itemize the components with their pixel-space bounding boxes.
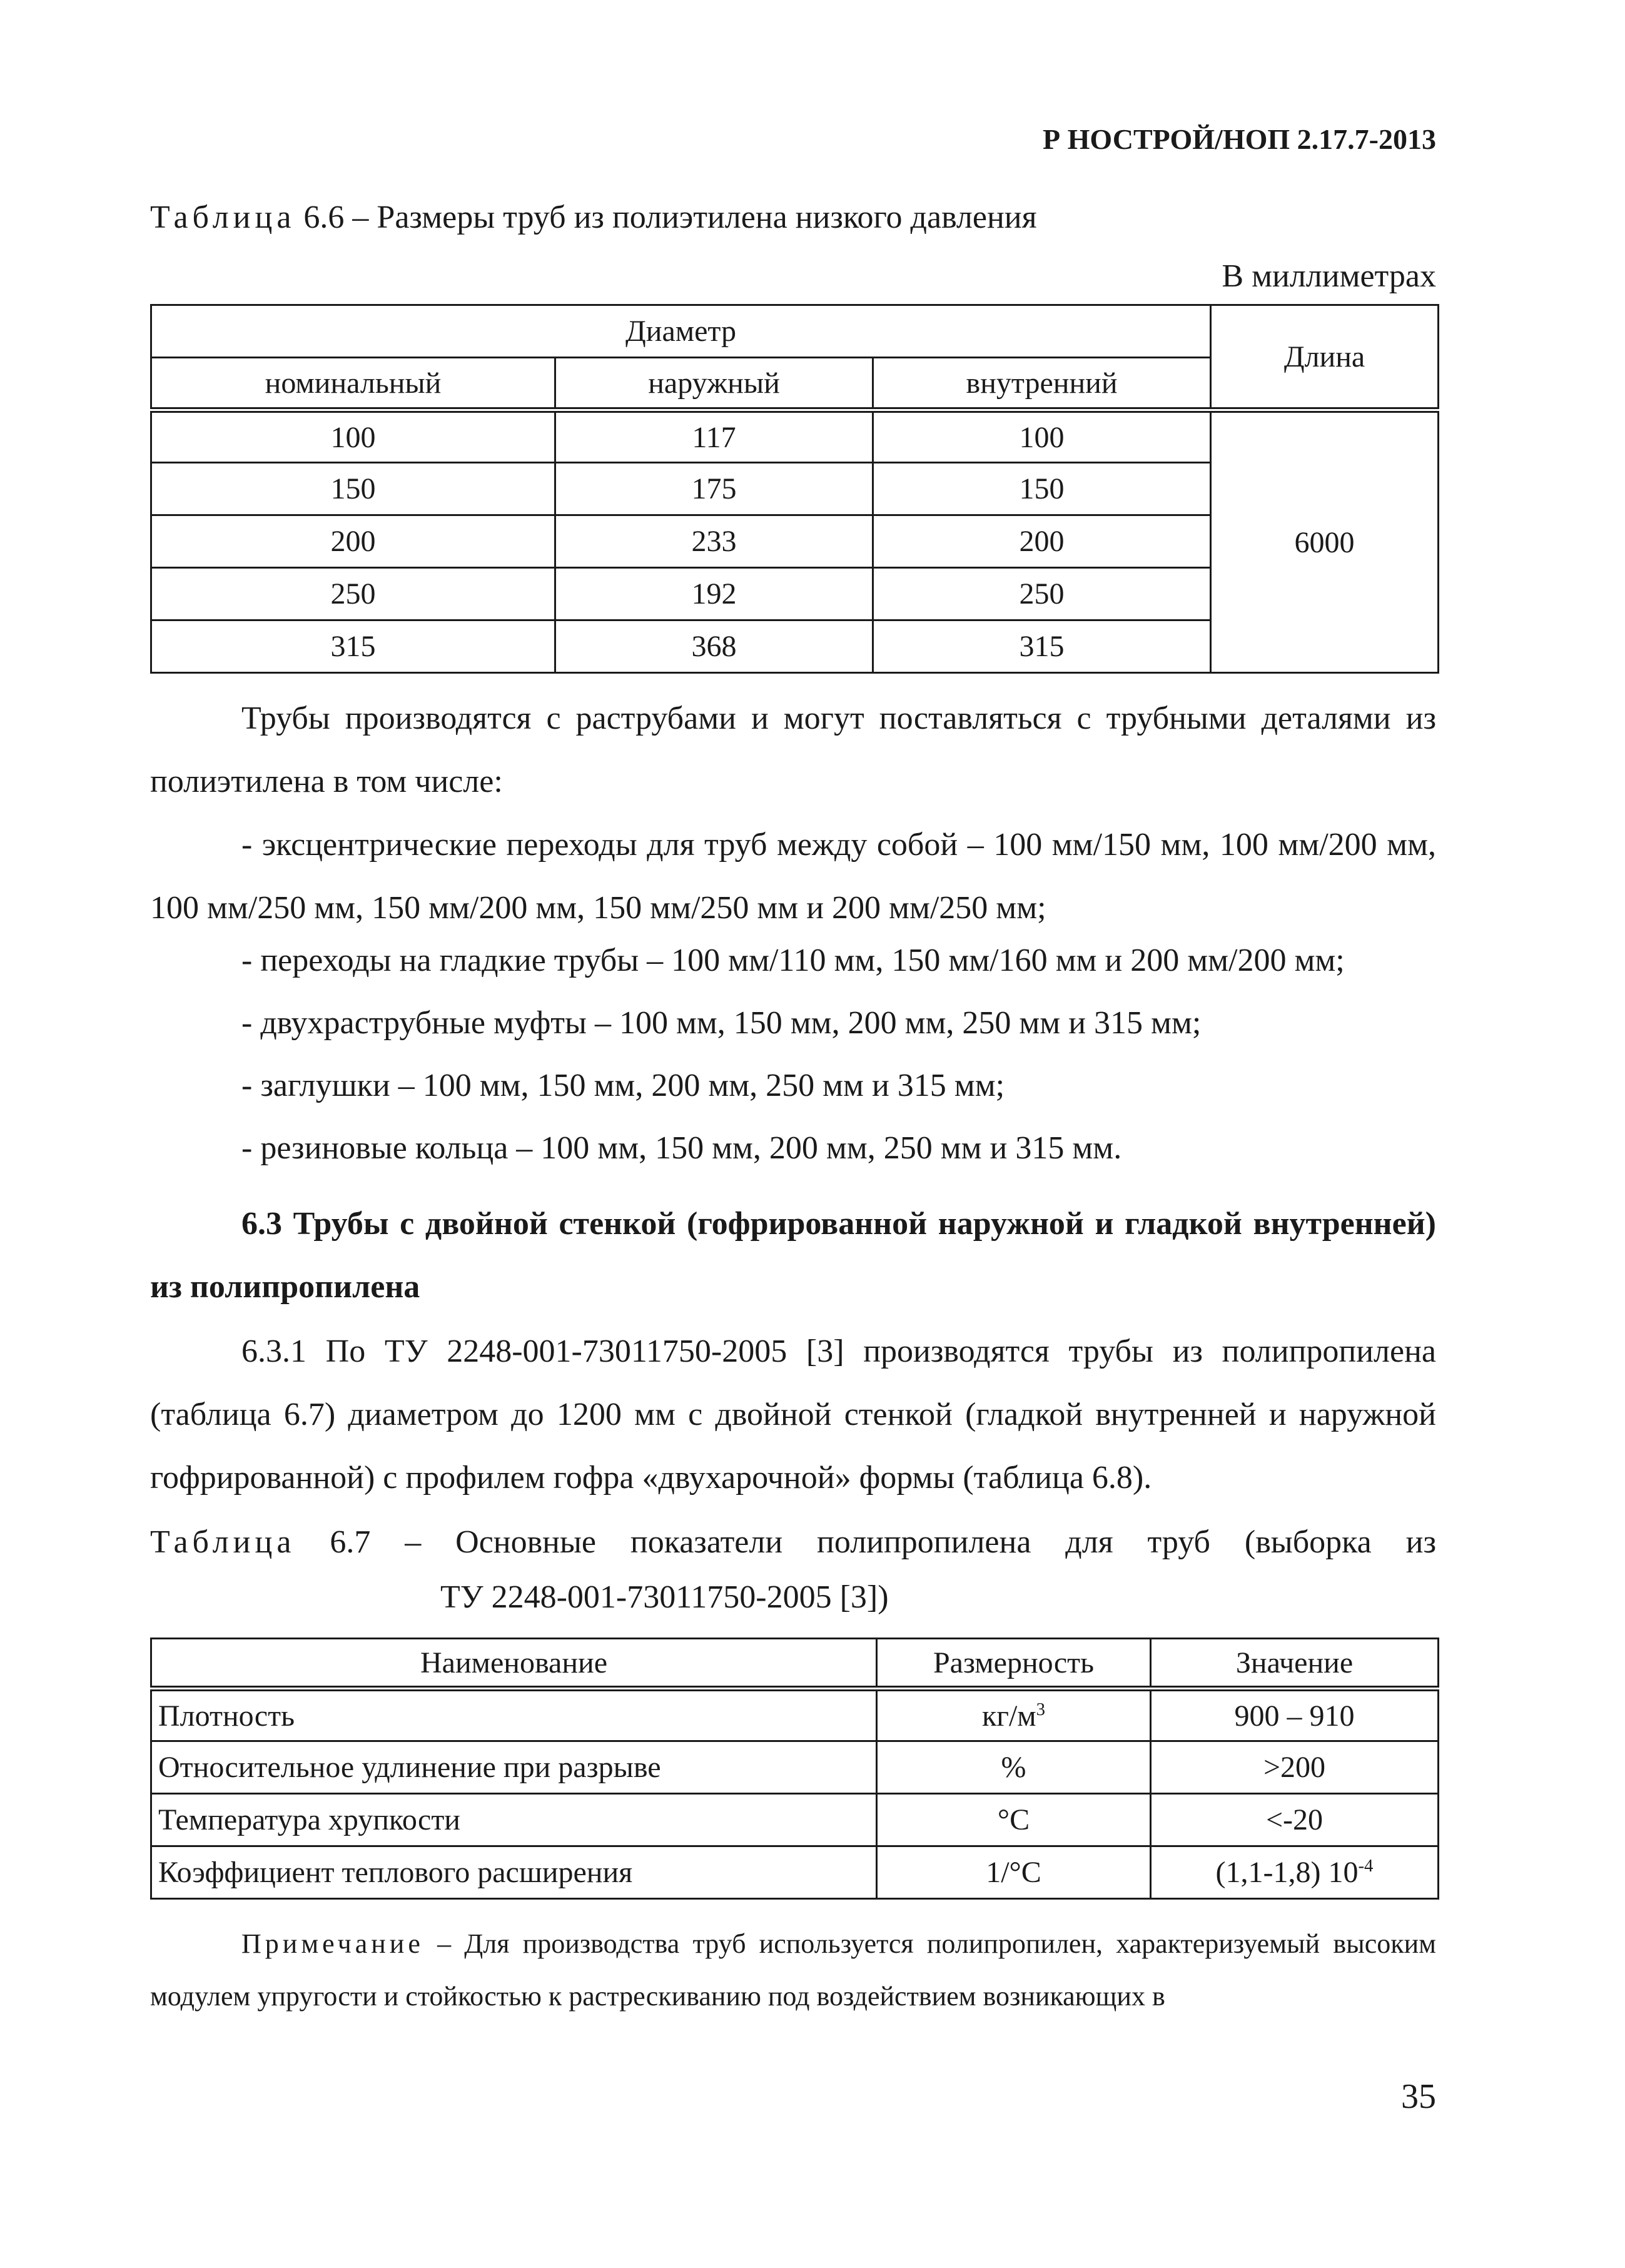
header-diameter: Диаметр: [151, 305, 1211, 358]
cell-unit: %: [877, 1741, 1151, 1794]
header-length: Длина: [1211, 305, 1439, 410]
bullet-smooth-transitions: - переходы на гладкие трубы – 100 мм/110 мм, 150 мм/160 мм и 200 мм/200 мм;: [241, 943, 1345, 978]
cell-inner: 150: [873, 463, 1211, 515]
document-code: Р НОСТРОЙ/НОП 2.17.7-2013: [1043, 123, 1436, 155]
note-text: – Для производства труб используется полипропилен, характеризуемый высоким модулем упругости и стойкостью к растрескиванию под воздействием возникающих в: [150, 1928, 1436, 2012]
caption-label: Таблица: [150, 1524, 296, 1560]
caption-text: 6.7 – Основные показатели полипропилена для труб (выборка из: [295, 1524, 1436, 1560]
cell-nominal: 315: [151, 620, 555, 673]
cell-name: Относительное удлинение при разрыве: [151, 1741, 877, 1794]
cell-inner: 315: [873, 620, 1211, 673]
table-row: [151, 410, 1439, 463]
header-unit: Размерность: [877, 1639, 1151, 1689]
bullet-eccentric-transitions: - эксцентрические переходы для труб между собой – 100 мм/150 мм, 100 мм/200 мм, 100 мм/250 мм, 150 мм/200 мм, 150 мм/250 мм и 200 мм/250 мм;: [150, 827, 1436, 926]
cell-value: >200: [1151, 1741, 1439, 1794]
cell-length: 6000: [1211, 410, 1439, 673]
header-nominal: номинальный: [151, 358, 555, 410]
table-row: [151, 1794, 1439, 1846]
cell-nominal: 100: [151, 410, 555, 463]
table-note: [150, 1918, 1436, 2023]
cell-outer: 233: [555, 515, 873, 568]
cell-nominal: 250: [151, 568, 555, 620]
table-row: [151, 1741, 1439, 1794]
header-name: Наименование: [151, 1639, 877, 1689]
polypropylene-properties-table: [150, 1638, 1439, 1900]
bullet-double-socket: - двухраструбные муфты – 100 мм, 150 мм, 200 мм, 250 мм и 315 мм;: [241, 1005, 1202, 1041]
table-6-7-caption: [150, 1524, 1436, 1561]
header-inner: внутренний: [873, 358, 1211, 410]
header-value: Значение: [1151, 1639, 1439, 1689]
pipe-sizes-table: [150, 304, 1439, 674]
bullet-rubber-rings: - резиновые кольца – 100 мм, 150 мм, 200 мм, 250 мм и 315 мм.: [241, 1130, 1122, 1166]
paragraph-pipes-fittings: Трубы производятся с раструбами и могут поставляться с трубными деталями из полиэтилена в том числе:: [150, 701, 1436, 799]
cell-inner: 100: [873, 410, 1211, 463]
cell-value: (1,1-1,8) $10^{-4}$: [1151, 1846, 1439, 1899]
units-note: В миллиметрах: [1222, 258, 1436, 294]
cell-outer: 192: [555, 568, 873, 620]
page-number: 35: [1401, 2077, 1436, 2116]
cell-inner: 200: [873, 515, 1211, 568]
cell-unit: °С: [877, 1794, 1151, 1846]
table-6-6-caption: [150, 199, 1037, 236]
cell-inner: 250: [873, 568, 1211, 620]
caption-text: 6.6 – Размеры труб из полиэтилена низкого давления: [295, 200, 1037, 235]
note-label: Примечание: [241, 1928, 424, 1959]
table-row: [151, 1846, 1439, 1899]
cell-unit: $кг/м^3$: [877, 1689, 1151, 1741]
table-row: [151, 1689, 1439, 1741]
cell-outer: 175: [555, 463, 873, 515]
cell-name: Коэффициент теплового расширения: [151, 1846, 877, 1899]
cell-nominal: 150: [151, 463, 555, 515]
cell-name: Плотность: [151, 1689, 877, 1741]
caption-label: Таблица: [150, 200, 296, 235]
cell-unit: 1/°С: [877, 1846, 1151, 1899]
paragraph-6-3-1: 6.3.1 По ТУ 2248-001-73011750-2005 [3] производятся трубы из полипропилена (таблица 6.7) диаметром до 1200 мм с двойной стенкой (гладкой внутренней и наружной гофрированной) с профилем гофра «двухарочной» формы (таблица 6.8).: [150, 1334, 1436, 1496]
cell-name: Температура хрупкости: [151, 1794, 877, 1846]
cell-value: <-20: [1151, 1794, 1439, 1846]
cell-outer: 117: [555, 410, 873, 463]
table-6-7-caption-line2: ТУ 2248-001-73011750-2005 [3]): [440, 1579, 889, 1615]
section-heading-6-3: 6.3 Трубы с двойной стенкой (гофрированной наружной и гладкой внутренней) из полипропилена: [150, 1206, 1436, 1305]
header-outer: наружный: [555, 358, 873, 410]
cell-value: 900 – 910: [1151, 1689, 1439, 1741]
cell-outer: 368: [555, 620, 873, 673]
cell-nominal: 200: [151, 515, 555, 568]
bullet-plugs: - заглушки – 100 мм, 150 мм, 200 мм, 250 мм и 315 мм;: [241, 1068, 1005, 1103]
